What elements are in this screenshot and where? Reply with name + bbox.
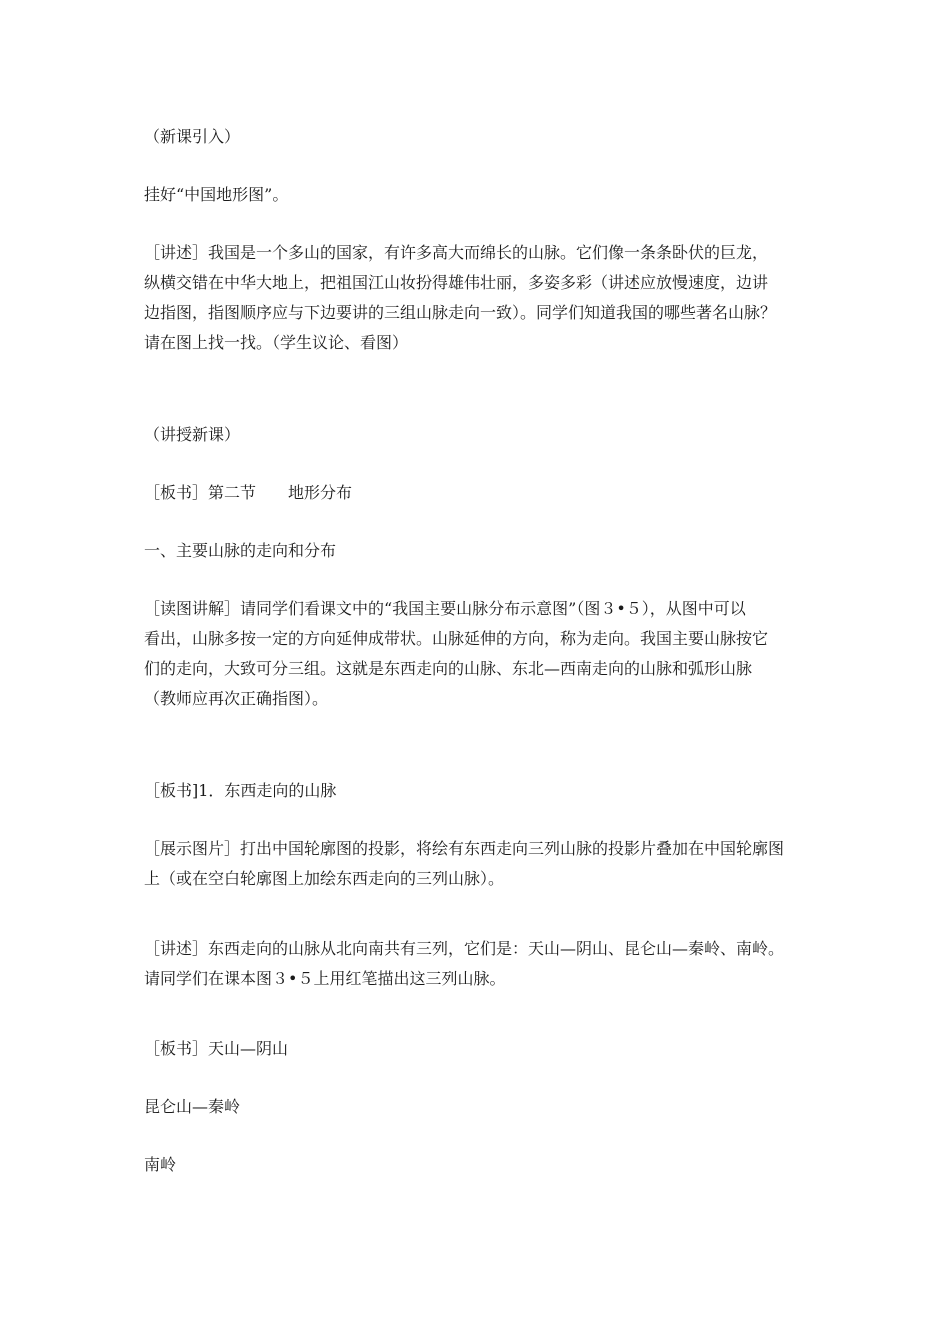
board-item-tianshan-yinshan xyxy=(144,1034,812,1064)
text-line: 昆仑山—秦岭 xyxy=(144,1097,241,1116)
section-label-teaching xyxy=(144,420,812,450)
text-line: 看出，山脉多按一定的方向延伸成带状。山脉延伸的方向，称为走向。我国主要山脉按它 xyxy=(144,629,769,648)
text-line: 南岭 xyxy=(144,1155,177,1174)
paragraph-hang-map xyxy=(144,180,812,210)
paragraph-lecture-intro xyxy=(144,238,812,358)
text-line: ［板书]1．东西走向的山脉 xyxy=(144,781,337,800)
paragraph-lecture-ranges xyxy=(144,934,812,994)
board-heading-east-west xyxy=(144,776,812,806)
text-line: （新课引入） xyxy=(144,127,241,146)
text-line: 请同学们在课本图３•５上用红笔描出这三列山脉。 xyxy=(144,969,506,988)
text-line: 上（或在空白轮廓图上加绘东西走向的三列山脉）。 xyxy=(144,869,505,888)
text-line: 们的走向，大致可分三组。这就是东西走向的山脉、东北—西南走向的山脉和弧形山脉 xyxy=(144,659,753,678)
heading-mountain-direction xyxy=(144,536,812,566)
text-line: （讲授新课） xyxy=(144,425,241,444)
text-line: ［讲述］东西走向的山脉从北向南共有三列，它们是：天山—阴山、昆仑山—秦岭、南岭。 xyxy=(144,939,785,958)
text-line: ［板书］第二节 地形分布 xyxy=(144,483,353,502)
text-line: ［讲述］我国是一个多山的国家，有许多高大而绵长的山脉。它们像一条条卧伏的巨龙， xyxy=(144,243,769,262)
paragraph-map-reading xyxy=(144,594,812,714)
board-heading-section xyxy=(144,478,812,508)
board-item-kunlun-qinling xyxy=(144,1092,812,1122)
text-line: 边指图，指图顺序应与下边要讲的三组山脉走向一致）。同学们知道我国的哪些著名山脉？ xyxy=(144,303,777,322)
text-line: （教师应再次正确指图）。 xyxy=(144,689,329,708)
text-line: ［板书］天山—阴山 xyxy=(144,1039,289,1058)
text-line: 挂好“中国地形图”。 xyxy=(144,185,289,204)
board-item-nanling xyxy=(144,1150,812,1180)
text-line: ［读图讲解］请同学们看课文中的“我国主要山脉分布示意图”（图３•５），从图中可以 xyxy=(144,599,746,618)
text-line: 一、主要山脉的走向和分布 xyxy=(144,541,337,560)
section-label-new-lesson-intro xyxy=(144,122,812,152)
text-line: 纵横交错在中华大地上，把祖国江山妆扮得雄伟壮丽，多姿多彩（讲述应放慢速度，边讲 xyxy=(144,273,769,292)
text-line: 请在图上找一找。（学生议论、看图） xyxy=(144,333,409,352)
paragraph-show-picture xyxy=(144,834,812,894)
text-line: ［展示图片］打出中国轮廓图的投影，将绘有东西走向三列山脉的投影片叠加在中国轮廓图 xyxy=(144,839,785,858)
